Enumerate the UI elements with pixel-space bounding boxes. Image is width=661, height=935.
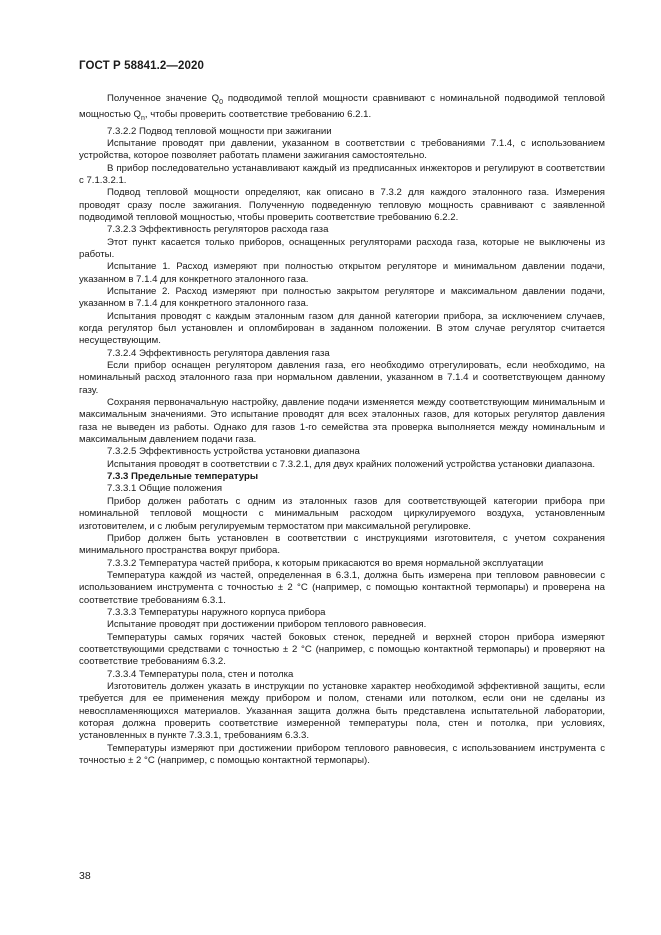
section-heading: 7.3.3 Предельные температуры bbox=[107, 471, 259, 483]
paragraph: Подвод тепловой мощности определяют, как описано в 7.3.2 для каждого эталонного газа. Измерения проводят сразу после зажигания. Полученную подведенную тепловую мощность сравнивают с заявленной подводимой тепловой мощностью, чтобы проверить соответствие требованию 6.2.2. bbox=[79, 187, 605, 223]
paragraph-fragment: n bbox=[140, 115, 145, 123]
subsection-heading: 7.3.3.1 Общие положения bbox=[107, 483, 223, 495]
paragraph-fragment: Полученное значение Q bbox=[107, 93, 220, 104]
paragraph: Испытания проводят с каждым эталонным газом для данной категории прибора, за исключением случаев, когда регулятор был установлен и опломбирован в заданном положении. В этом случае регулятор считается несуществующим. bbox=[79, 310, 605, 347]
subsection-heading: 7.3.2.5 Эффективность устройства установки диапазона bbox=[107, 446, 360, 458]
paragraph: Испытания проводят в соответствии с 7.3.2.1, для двух крайних положений устройства установки диапазона. bbox=[107, 458, 595, 470]
paragraph-fragment: 0 bbox=[219, 98, 224, 106]
subsection-heading: 7.3.3.3 Температуры наружного корпуса прибора bbox=[107, 606, 326, 618]
subsection-heading: 7.3.2.3 Эффективность регуляторов расхода газа bbox=[107, 224, 329, 236]
paragraph: Этот пункт касается только приборов, оснащенных регуляторами расхода газа, которые не выключены из работы. bbox=[79, 236, 605, 260]
paragraph: Если прибор оснащен регулятором давления газа, его необходимо отрегулировать, если необходимо, на номинальный расход эталонного газа при нормальном давлении, указанном в 7.1.4 и соответствующем данному газу. bbox=[79, 360, 605, 396]
paragraph: Испытание проводят при давлении, указанном в соответствии с требованиями 7.1.4, с использованием устройства, которое позволяет работать пламени зажигания самостоятельно. bbox=[79, 137, 605, 162]
paragraph bbox=[79, 93, 605, 126]
paragraph: Прибор должен быть установлен в соответствии с инструкциями изготовителя, с учетом сохранения минимального пространства вокруг прибора. bbox=[79, 532, 605, 557]
subsection-heading: 7.3.3.2 Температура частей прибора, к которым прикасаются во время нормальной эксплуатации bbox=[107, 557, 544, 569]
paragraph: Температуры самых горячих частей боковых стенок, передней и верхней сторон прибора измеряют соответствующими средствами с точностью ± 2 °С (например, с помощью контактной термопары) и проверяют на соответствие требованиям 6.3.2. bbox=[79, 631, 605, 668]
paragraph: Сохраняя первоначальную настройку, давление подачи изменяется между соответствующим минимальным и максимальным значениями. Это испытание проводят для всех эталонных газов, для которых регулятор давления газа не выведен из работы. Однако для газов 1-го семейства эта проверка выполняется между номинальным и максимальным давлением подачи газа. bbox=[79, 397, 605, 446]
paragraph: Изготовитель должен указать в инструкции по установке характер необходимой эффективной защиты, если требуется для ее применения между прибором и полом, стенами или потолком, если они не сделаны из невоспламеняющихся материалов. Указанная защита должна быть представлена испытательной лаборатории, которая должна проверить соответствие измеренной температуры пола, стен и потолка, при условиях, установленных в пункте 7.3.3.1, требованиям 6.3.3. bbox=[79, 680, 605, 742]
paragraph: Прибор должен работать с одним из эталонных газов для соответствующей категории прибора при номинальной тепловой мощности с минимальным расходом циркулируемого воздуха, установленным изготовителем, и с любым регулируемым термостатом при максимальной регулировке. bbox=[79, 495, 605, 532]
subsection-heading: 7.3.2.4 Эффективность регулятора давления газа bbox=[107, 347, 330, 359]
paragraph: Испытание 1. Расход измеряют при полностью открытом регуляторе и минимальном давлении подачи, указанном в 7.1.4 для конкретного эталонного газа. bbox=[79, 261, 605, 285]
paragraph: В прибор последовательно устанавливают каждый из предписанных инжекторов и регулируют в соответствии с 7.1.3.2.1. bbox=[79, 162, 605, 186]
subsection-heading: 7.3.2.2 Подвод тепловой мощности при зажигании bbox=[107, 125, 332, 137]
subsection-heading: 7.3.3.4 Температуры пола, стен и потолка bbox=[107, 668, 294, 680]
paragraph-fragment: подводимой теплой мощности сравнивают с номинальной подводимой тепловой мощностью Q bbox=[79, 93, 605, 121]
standard-header: ГОСТ Р 58841.2—2020 bbox=[79, 60, 204, 72]
paragraph-fragment: , чтобы проверить соответствие требованию 6.2.1. bbox=[144, 109, 372, 121]
document-body bbox=[79, 93, 605, 767]
paragraph: Испытание проводят при достижении прибором теплового равновесия. bbox=[107, 619, 427, 631]
page-number: 38 bbox=[79, 870, 91, 882]
paragraph: Температуры измеряют при достижении прибором теплового равновесия, с использованием инструмента с точностью ± 2 °С (например, с помощью контактной термопары). bbox=[79, 742, 605, 767]
paragraph: Испытание 2. Расход измеряют при полностью закрытом регуляторе и максимальном давлении подачи, указанном в 7.1.4 для конкретного эталонного газа. bbox=[79, 285, 605, 310]
paragraph: Температура каждой из частей, определенная в 6.3.1, должна быть измерена при тепловом равновесии с использованием инструмента с точностью ± 2 °С (например, с помощью контактной термопары) и проверена на соответствие требованиям 6.3.1. bbox=[79, 569, 605, 606]
